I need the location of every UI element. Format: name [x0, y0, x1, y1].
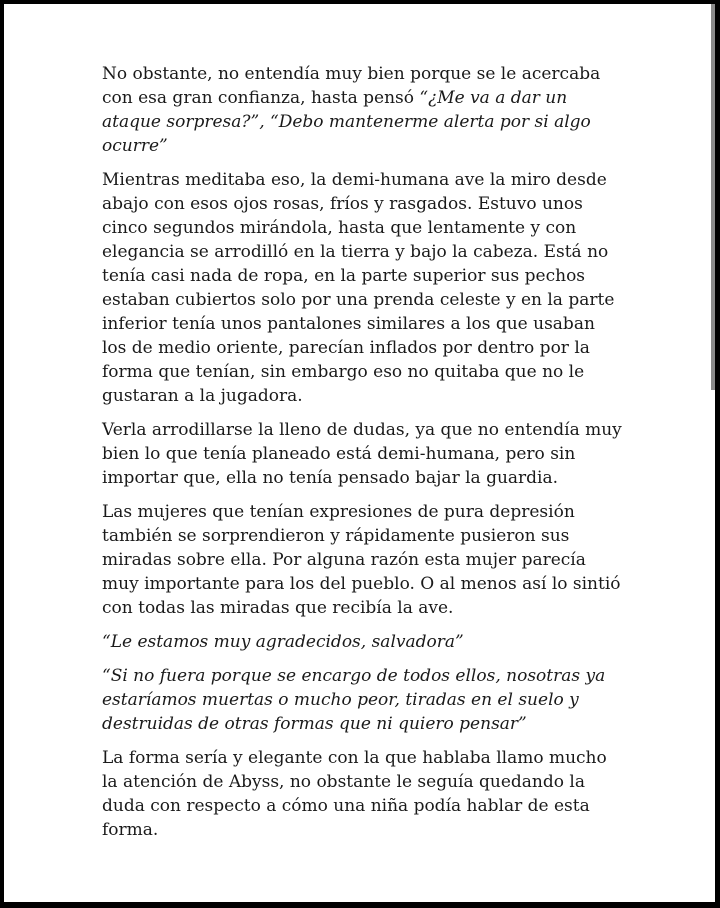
paragraph-2: Mientras meditaba eso, la demi-humana ave la miro desde abajo con esos ojos rosas, fríos y rasgados. Estuvo unos cinco segundos mirándola, hasta que lentamente y con elegancia se arrodilló en la tierra y bajo la cabeza. Está no tenía casi nada de ropa, en la parte superior sus pechos estaban cubiertos solo por una prenda celeste y en la parte inferior tenía unos pantalones similares a los que usaban los de medio oriente, parecían inflados por dentro por la forma que tenían, sin embargo eso no quitaba que no le gustaran a la jugadora.: [102, 170, 615, 406]
dialogue-line-1: “Le estamos muy agradecidos, salvadora”: [102, 632, 464, 652]
document-body: [102, 62, 622, 852]
dialogue-line-2: “Si no fuera porque se encargo de todos ellos, nosotras ya estaríamos muertas o mucho peor, tiradas en el suelo y destruidas de otras formas que ni quiero pensar”: [102, 666, 606, 734]
paragraph-1: [102, 62, 622, 158]
paragraph-5: La forma sería y elegante con la que hablaba llamo mucho la atención de Abyss, no obstante le seguía quedando la duda con respecto a cómo una niña podía hablar de esta forma.: [102, 748, 607, 840]
paragraph-1-dialogue: “¿Me va a dar un ataque sorpresa?”, “Debo mantenerme alerta por si algo ocurre”: [102, 88, 591, 156]
scrollbar-thumb[interactable]: [711, 4, 715, 390]
paragraph-3: Verla arrodillarse la lleno de dudas, ya que no entendía muy bien lo que tenía planeado está demi-humana, pero sin importar que, ella no tenía pensado bajar la guardia.: [102, 420, 622, 488]
document-page: [4, 4, 715, 902]
paragraph-4: Las mujeres que tenían expresiones de pura depresión también se sorprendieron y rápidamente pusieron sus miradas sobre ella. Por alguna razón esta mujer parecía muy importante para los del pueblo. O al menos así lo sintió con todas las miradas que recibía la ave.: [102, 502, 621, 618]
paragraph-1-text: No obstante, no entendía muy bien porque se le acercaba con esa gran confianza, hasta pensó: [102, 64, 601, 108]
